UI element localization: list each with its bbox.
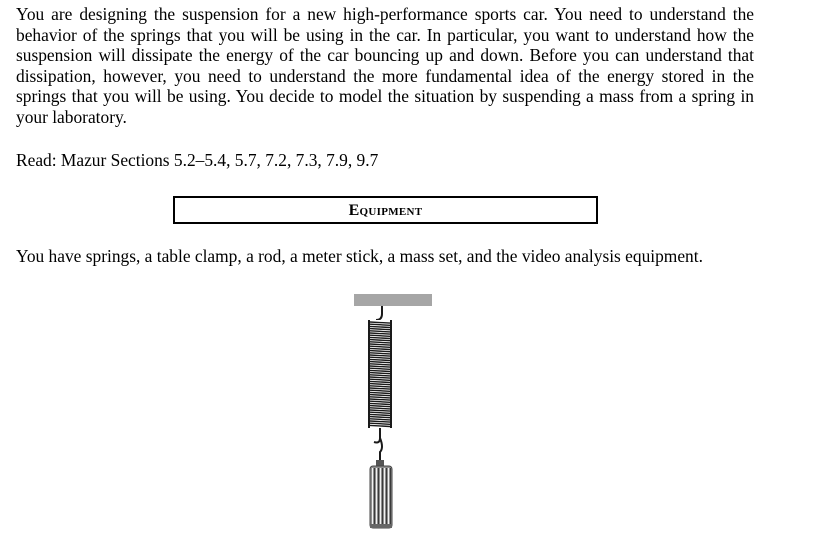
top-hook-icon xyxy=(376,306,382,320)
mass-stack-icon xyxy=(370,460,392,528)
equipment-heading-box xyxy=(173,196,598,224)
spring-coil-icon xyxy=(368,320,392,428)
equipment-paragraph: You have springs, a table clamp, a rod, a meter stick, a mass set, and the video analysis equipment. xyxy=(16,246,703,266)
support-bar-icon xyxy=(354,294,432,306)
bottom-hook-icon xyxy=(374,428,382,460)
hanging-spring-mass-figure xyxy=(340,288,440,543)
reading-assignment: Read: Mazur Sections 5.2–5.4, 5.7, 7.2, 7.3, 7.9, 9.7 xyxy=(16,150,379,170)
intro-paragraph: You are designing the suspension for a new high-performance sports car. You need to understand the behavior of the springs that you will be using in the car. In particular, you want to understand how the suspension will dissipate the energy of the car bouncing up and down. Before you can understand that dissipation, however, you need to understand the more fundamental idea of the energy stored in the springs that you will be using. You decide to model the situation by suspending a mass from a spring in your laboratory. xyxy=(16,4,754,127)
equipment-heading: Equipment xyxy=(348,202,423,219)
